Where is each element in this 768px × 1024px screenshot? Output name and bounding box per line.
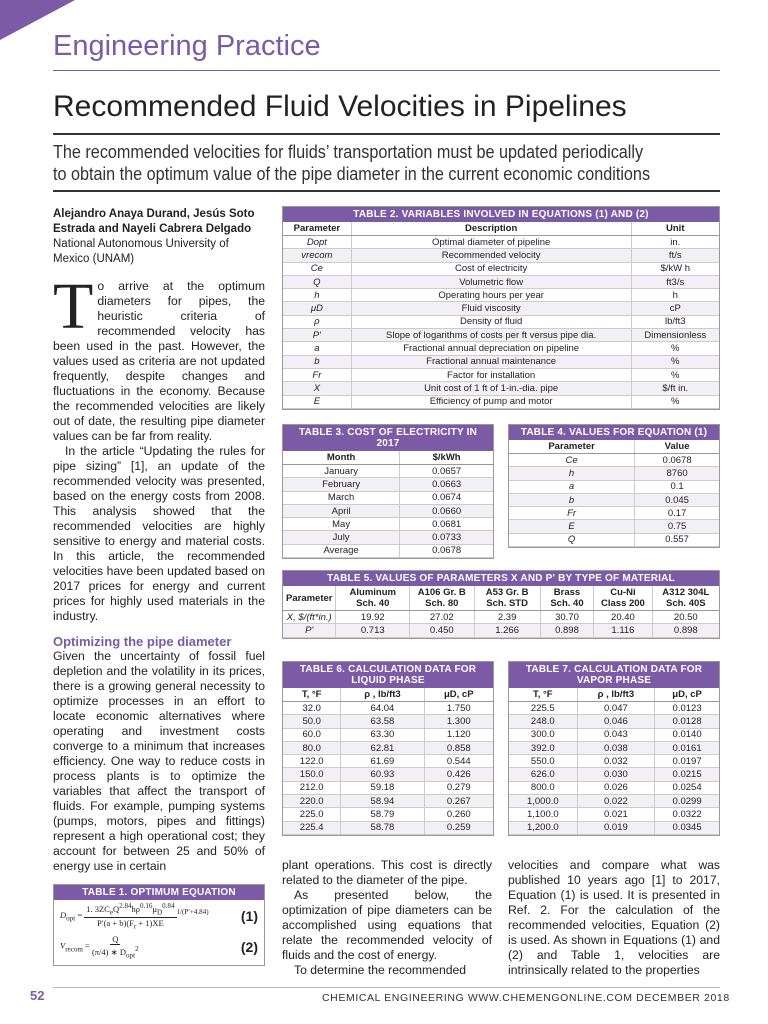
table-cell: January	[283, 465, 400, 478]
table-row	[283, 236, 719, 249]
table-cell: 800.0	[509, 781, 577, 794]
table-cell: 225.0	[283, 808, 341, 821]
table-cell: 0.0674	[400, 491, 493, 504]
table-row	[509, 454, 719, 467]
table-row	[283, 262, 719, 275]
table-cell: 63.58	[341, 715, 424, 728]
table-header-row: Parameter Value	[509, 440, 719, 454]
table-title: TABLE 6. CALCULATION DATA FOR LIQUID PHASE	[283, 662, 493, 688]
equation-number: (1)	[240, 908, 258, 925]
table-cell: ρ	[283, 315, 351, 328]
table-header-row: T, °F ρ , lb/ft3 μD, cP	[283, 688, 493, 702]
table-cell: 1.750	[424, 702, 493, 715]
table-cell: 1,000.0	[509, 795, 577, 808]
table-cell: P'	[283, 329, 351, 342]
table-4	[508, 424, 720, 548]
table-row	[283, 728, 493, 741]
table-cell: 0.279	[424, 781, 493, 794]
table-cell: Optimal diameter of pipeline	[351, 236, 631, 249]
table-cell: h	[631, 289, 719, 302]
table-cell: 0.0681	[400, 518, 493, 531]
table-header-cell: A106 Gr. B Sch. 80	[410, 586, 474, 611]
table-header-cell: Cu-Ni Class 200	[594, 586, 652, 611]
table-cell: %	[631, 395, 719, 408]
table-cell: Ce	[509, 454, 635, 467]
table-cell: 58.94	[341, 795, 424, 808]
table-cell: Factor for installation	[351, 368, 631, 381]
table-cell: Slope of logarithms of costs per ft versus pipe dia.	[351, 329, 631, 342]
table-row	[509, 715, 719, 728]
table-cell: 58.78	[341, 821, 424, 834]
table-row	[283, 382, 719, 395]
table-cell: 0.1	[635, 480, 719, 493]
table-title: TABLE 1. OPTIMUM EQUATION	[54, 885, 264, 900]
table-cell: Density of fluid	[351, 315, 631, 328]
paragraph: As presented below, the optimization of pipe diameters can be accomplished using equations that relate the recommended velocity of fluids and the cost of energy.	[282, 888, 492, 962]
paragraph: velocities and compare what was published 10 years ago [1] to 2017, Equation (1) is used. It is presented in Ref. 2. For the calculation of the recommended velocities, Equation (2) is used. As shown in Equations (1) and (2) and Table 1, velocities are intrinsically related to the properties	[508, 858, 720, 977]
table-cell: 80.0	[283, 741, 341, 754]
table-cell: 0.0657	[400, 465, 493, 478]
divider	[53, 987, 720, 988]
table-cell: h	[283, 289, 351, 302]
table-row	[509, 533, 719, 546]
left-column	[53, 207, 265, 874]
table-row	[283, 808, 493, 821]
table-cell: 0.022	[577, 795, 655, 808]
table-cell: 50.0	[283, 715, 341, 728]
table-row	[509, 808, 719, 821]
table-cell: 0.898	[540, 624, 594, 637]
table-row	[283, 715, 493, 728]
table-cell: Cost of electricity	[351, 262, 631, 275]
table-cell: 392.0	[509, 741, 577, 754]
table-cell: 60.93	[341, 768, 424, 781]
table-cell: 2.39	[474, 611, 540, 624]
table-cell: 0.0733	[400, 531, 493, 544]
table-cell: in.	[631, 236, 719, 249]
table-cell: 248.0	[509, 715, 577, 728]
table-cell: 0.0345	[655, 821, 719, 834]
table-cell: Q	[509, 533, 635, 546]
table-cell: 225.5	[509, 702, 577, 715]
table-row	[283, 755, 493, 768]
divider	[53, 70, 720, 71]
table-cell: %	[631, 342, 719, 355]
table-cell: 122.0	[283, 755, 341, 768]
table-row	[283, 781, 493, 794]
table-row	[283, 395, 719, 408]
subheading: Optimizing the pipe diameter	[53, 634, 232, 649]
table-row	[509, 741, 719, 754]
table-cell: 0.259	[424, 821, 493, 834]
table-cell: a	[509, 480, 635, 493]
table-cell: ft/s	[631, 249, 719, 262]
table-cell: 0.544	[424, 755, 493, 768]
table-cell: 0.267	[424, 795, 493, 808]
table-cell: Dimensionless	[631, 329, 719, 342]
table-cell: 59.18	[341, 781, 424, 794]
table-cell: Operating hours per year	[351, 289, 631, 302]
table-cell: 0.0678	[400, 544, 493, 557]
table-row	[283, 342, 719, 355]
table-7	[508, 661, 720, 836]
table-cell: 0.0140	[655, 728, 719, 741]
table-cell: 0.026	[577, 781, 655, 794]
table-cell: 0.557	[635, 533, 719, 546]
table-row	[283, 249, 719, 262]
table-cell: b	[509, 493, 635, 506]
table-row	[509, 795, 719, 808]
table-title: TABLE 7. CALCULATION DATA FOR VAPOR PHASE	[509, 662, 719, 688]
table-cell: 0.021	[577, 808, 655, 821]
table-cell: 0.0161	[655, 741, 719, 754]
table-cell: lb/ft3	[631, 315, 719, 328]
paragraph: To determine the recommended	[294, 963, 467, 977]
table-cell: $/ft in.	[631, 382, 719, 395]
table-row	[283, 478, 493, 491]
table-cell: 0.030	[577, 768, 655, 781]
table-cell: E	[509, 520, 635, 533]
table-row	[509, 493, 719, 506]
table-cell: 0.0128	[655, 715, 719, 728]
table-cell: $/kW h	[631, 262, 719, 275]
paragraph: To arrive at the optimum diameters for pipes, the heuristic criteria of recommended velocity has been used in the past. However, the values used as criteria are not updated frequently, despite changes and fluctuations in the economy. Because the recommended velocities are likely out of date, the resulting pipe diameter values can be far from reality.	[53, 270, 265, 443]
table-row	[509, 755, 719, 768]
table-cell: X	[283, 382, 351, 395]
table-cell: Q	[283, 275, 351, 288]
table-row	[509, 480, 719, 493]
table-row	[283, 624, 719, 637]
table-header-row	[283, 586, 719, 611]
table-cell: Recommended velocity	[351, 249, 631, 262]
table-row	[283, 289, 719, 302]
table-row	[509, 520, 719, 533]
table-header-cell: Parameter	[283, 586, 336, 611]
table-cell: 300.0	[509, 728, 577, 741]
equation-1: $D_{opt}$ = $\frac{1. 3ZC_eQ^{2.84}h\rho^{0.16}\mu_D^{0.84}}{P'(a + b)(F_r + 1)XE}$ $^{1/(P'+4.84)}$ (1)	[60, 902, 258, 931]
divider	[53, 133, 720, 135]
table-row	[283, 302, 719, 315]
table-cell: 0.858	[424, 741, 493, 754]
table-title: TABLE 3. COST OF ELECTRICITY IN 2017	[283, 425, 493, 451]
table-header-row: Month $/kWh	[283, 451, 493, 465]
table-cell: 0.898	[652, 624, 719, 637]
table-cell: Volumetric flow	[351, 275, 631, 288]
page-number: 52	[30, 988, 45, 1003]
section-label: Engineering Practice	[53, 30, 321, 62]
table-cell: 63.30	[341, 728, 424, 741]
table-cell: 20.50	[652, 611, 719, 624]
table-cell: 550.0	[509, 755, 577, 768]
table-cell: Unit cost of 1 ft of 1-in.-dia. pipe	[351, 382, 631, 395]
paragraph: plant operations. This cost is directly related to the diameter of the pipe.	[282, 858, 492, 887]
table-cell: 0.450	[410, 624, 474, 637]
table-row	[283, 355, 719, 368]
table-row	[283, 465, 493, 478]
table-row	[283, 275, 719, 288]
column-3	[508, 858, 720, 978]
table-row	[283, 491, 493, 504]
paragraph: Given the uncertainty of fossil fuel depletion and the volatility in its prices, there is a growing general necessity to optimize processes in an effort to locate economic alternatives where operating and investment costs converge to a minimum that increases efficiency. One way to reduce costs in process plants is to optimize the variables that affect the transport of fluids. For example, pumping systems (pumps, motors, pipes and fittings) represent a high operational cost; they account for between 25 and 50% of energy use in certain	[53, 649, 265, 873]
table-header-cell: Aluminum Sch. 40	[336, 586, 410, 611]
table-title: TABLE 5. VALUES OF PARAMETERS X AND P' BY TYPE OF MATERIAL	[283, 571, 719, 586]
table-cell: vrecom	[283, 249, 351, 262]
table-cell: h	[509, 467, 635, 480]
table-cell: P'	[283, 624, 336, 637]
table-row	[283, 611, 719, 624]
table-cell: 0.0197	[655, 755, 719, 768]
table-cell: 0.032	[577, 755, 655, 768]
table-cell: 60.0	[283, 728, 341, 741]
table-cell: b	[283, 355, 351, 368]
table-cell: 0.043	[577, 728, 655, 741]
affiliation: National Autonomous University of Mexico (UNAM)	[53, 238, 229, 265]
table-cell: 0.0215	[655, 768, 719, 781]
table-cell: 1,100.0	[509, 808, 577, 821]
footer-text: CHEMICAL ENGINEERING WWW.CHEMENGONLINE.COM DECEMBER 2018	[322, 992, 730, 1004]
table-cell: 0.046	[577, 715, 655, 728]
table-cell: Ce	[283, 262, 351, 275]
table-cell: Dopt	[283, 236, 351, 249]
table-cell: 1,200.0	[509, 821, 577, 834]
table-cell: 0.047	[577, 702, 655, 715]
table-cell: Fractional annual depreciation on pipeline	[351, 342, 631, 355]
table-cell: ft3/s	[631, 275, 719, 288]
table-header-cell: Brass Sch. 40	[540, 586, 594, 611]
table-cell: μD	[283, 302, 351, 315]
table-cell: 212.0	[283, 781, 341, 794]
table-cell: 0.0322	[655, 808, 719, 821]
table-cell: 1.266	[474, 624, 540, 637]
table-3	[282, 424, 494, 559]
table-cell: 220.0	[283, 795, 341, 808]
table-cell: 0.0254	[655, 781, 719, 794]
table-cell: 0.019	[577, 821, 655, 834]
table-cell: 1.116	[594, 624, 652, 637]
table-row	[283, 741, 493, 754]
authors: Alejandro Anaya Durand, Jesús Soto Estrada and Nayeli Cabrera Delgado	[53, 208, 255, 235]
table-cell: Fr	[283, 368, 351, 381]
table-cell: 0.0678	[635, 454, 719, 467]
table-cell: 19.92	[336, 611, 410, 624]
table-row	[509, 467, 719, 480]
table-cell: %	[631, 368, 719, 381]
table-row	[509, 728, 719, 741]
table-cell: 0.75	[635, 520, 719, 533]
table-cell: Fluid viscosity	[351, 302, 631, 315]
table-cell: 1.300	[424, 715, 493, 728]
table-title: TABLE 2. VARIABLES INVOLVED IN EQUATIONS (1) AND (2)	[283, 207, 719, 222]
equation-number: (2)	[240, 938, 258, 955]
table-row	[283, 768, 493, 781]
table-cell: X, $/(ft*in.)	[283, 611, 336, 624]
table-cell: 0.260	[424, 808, 493, 821]
table-2	[282, 206, 720, 410]
table-row	[283, 368, 719, 381]
table-cell: cP	[631, 302, 719, 315]
table-cell: March	[283, 491, 400, 504]
table-cell: 0.17	[635, 507, 719, 520]
table-cell: Average	[283, 544, 400, 557]
table-cell: 0.0660	[400, 504, 493, 517]
subtitle: The recommended velocities for fluids’ transportation must be updated periodically to obtain the optimum value of the pipe diameter in the current economic conditions	[53, 142, 651, 184]
table-5	[282, 570, 720, 639]
table-row	[283, 544, 493, 557]
table-header-cell: A53 Gr. B Sch. STD	[474, 586, 540, 611]
table-row	[283, 821, 493, 834]
table-cell: 30.70	[540, 611, 594, 624]
table-cell: Fr	[509, 507, 635, 520]
table-row	[283, 702, 493, 715]
table-row	[283, 315, 719, 328]
table-row	[283, 329, 719, 342]
table-cell: 0.0663	[400, 478, 493, 491]
table-cell: February	[283, 478, 400, 491]
table-row	[509, 781, 719, 794]
table-cell: 0.713	[336, 624, 410, 637]
table-cell: 61.69	[341, 755, 424, 768]
table-cell: April	[283, 504, 400, 517]
table-row	[509, 507, 719, 520]
table-cell: Fractional annual maintenance	[351, 355, 631, 368]
table-row	[509, 821, 719, 834]
table-row	[283, 795, 493, 808]
table-row	[283, 504, 493, 517]
table-title: TABLE 4. VALUES FOR EQUATION (1)	[509, 425, 719, 440]
table-header-cell: A312 304L Sch. 40S	[652, 586, 719, 611]
table-row	[283, 518, 493, 531]
table-cell: 225.4	[283, 821, 341, 834]
table-header-row: T, °F ρ , lb/ft3 μD, cP	[509, 688, 719, 702]
table-cell: a	[283, 342, 351, 355]
table-6	[282, 661, 494, 836]
table-cell: 1.120	[424, 728, 493, 741]
table-row	[509, 702, 719, 715]
table-cell: 626.0	[509, 768, 577, 781]
paragraph: In the article “Updating the rules for pipe sizing” [1], an update of the recommended velocity was presented, based on the energy costs from 2008. This analysis showed that the recommended velocities are highly sensitive to energy and material costs. In this article, the recommended velocities have been updated based on 2017 prices for energy and current prices for highly used materials in the industry.	[53, 444, 265, 623]
table-cell: 27.02	[410, 611, 474, 624]
table-cell: 58.79	[341, 808, 424, 821]
table-cell: 0.045	[635, 493, 719, 506]
table-row	[509, 768, 719, 781]
table-cell: Efficiency of pump and motor	[351, 395, 631, 408]
table-cell: July	[283, 531, 400, 544]
table-cell: 20.40	[594, 611, 652, 624]
table-cell: 0.038	[577, 741, 655, 754]
page-title: Recommended Fluid Velocities in Pipelines	[53, 90, 627, 123]
column-2	[282, 858, 492, 978]
drop-cap: T	[53, 270, 94, 343]
table-cell: 150.0	[283, 768, 341, 781]
table-cell: May	[283, 518, 400, 531]
table-cell: 62.81	[341, 741, 424, 754]
divider	[53, 190, 720, 192]
equation-2: $V_{recom}$ = $\frac{Q}{(\pi/4) ∗ D_{opt}^2}$ (2)	[60, 934, 258, 960]
table-header-row: Parameter Description Unit	[283, 222, 719, 236]
table-cell: 32.0	[283, 702, 341, 715]
table-cell: 0.0299	[655, 795, 719, 808]
table-row	[283, 531, 493, 544]
table-cell: 0.0123	[655, 702, 719, 715]
table-cell: E	[283, 395, 351, 408]
table-cell: 8760	[635, 467, 719, 480]
table-cell: 0.426	[424, 768, 493, 781]
table-cell: %	[631, 355, 719, 368]
table-cell: 64.04	[341, 702, 424, 715]
table-1	[53, 884, 265, 966]
